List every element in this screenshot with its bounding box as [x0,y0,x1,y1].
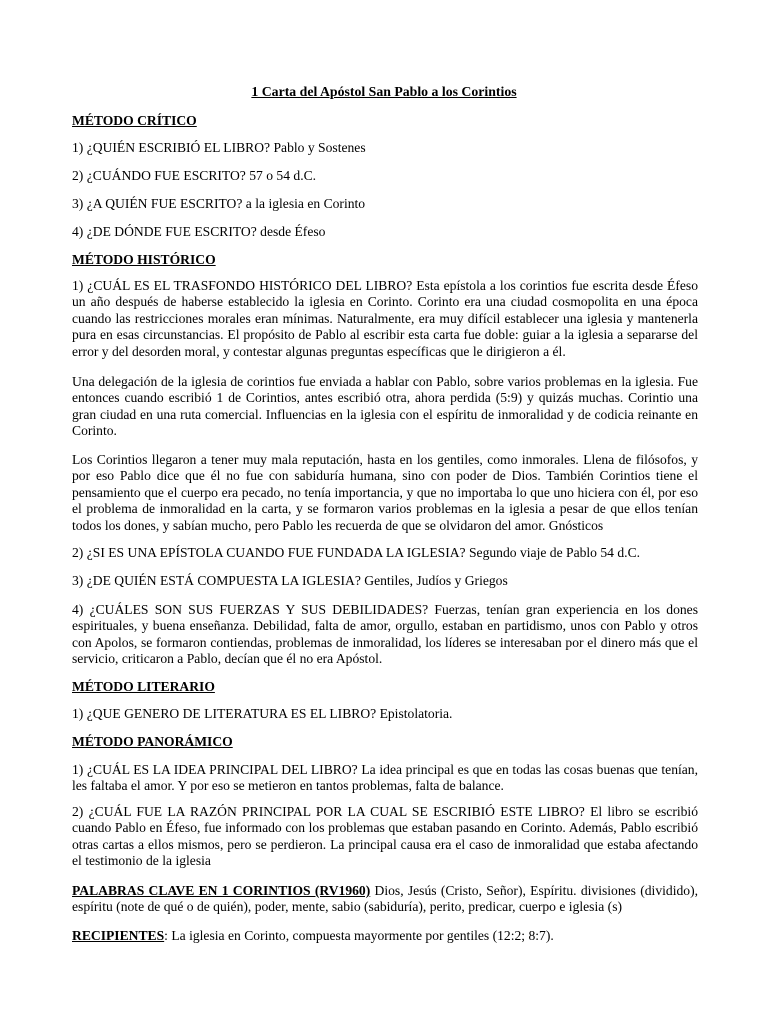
palabras-clave-text: Dios, Jesús (Cristo, Señor), Espíritu. divisiones (dividido), espíritu (note de qué o de quién), poder, mente, sabio (sabiduría), perito, predicar, cuerpo e iglesia (s) [72,883,698,915]
recipientes-paragraph [72,928,698,944]
heading-metodo-literario: MÉTODO LITERARIO [72,679,215,694]
heading-metodo-critico: MÉTODO CRÍTICO [72,113,197,128]
historico-question-4: 4) ¿CUÁLES SON SUS FUERZAS Y SUS DEBILIDADES? Fuerzas, tenían gran experiencia en los dones espirituales, y buena enseñanza. Debilidad, falta de amor, orgullo, estaban en partidismo, unos con Pablo y otros con Apolos, se formaron contiendas, problemas de inmoralidad, los líderes se interesaban por el dinero más que el servicio, criticaron a Pablo, decían que él no era Apóstol. [72,602,698,667]
critico-question-3: 3) ¿A QUIÉN FUE ESCRITO? a la iglesia en Corinto [72,196,366,211]
recipientes-label: RECIPIENTES [72,928,165,943]
heading-metodo-panoramico: MÉTODO PANORÁMICO [72,734,233,749]
palabras-clave-label: PALABRAS CLAVE EN 1 CORINTIOS (RV1960) [72,883,371,898]
panoramico-question-1: 1) ¿CUÁL ES LA IDEA PRINCIPAL DEL LIBRO? La idea principal es que en todas las cosas buenas que tenían, les faltaba el amor. Y por eso se metieron en tantos problemas, falta de balance. [72,762,698,794]
critico-question-1: 1) ¿QUIÉN ESCRIBIÓ EL LIBRO? Pablo y Sostenes [72,140,366,155]
historico-question-2: 2) ¿SI ES UNA EPÍSTOLA CUANDO FUE FUNDADA LA IGLESIA? Segundo viaje de Pablo 54 d.C. [72,545,641,560]
palabras-clave-paragraph [72,883,698,916]
critico-question-2: 2) ¿CUÁNDO FUE ESCRITO? 57 o 54 d.C. [72,168,317,183]
document-title: 1 Carta del Apóstol San Pablo a los Corintios [251,84,517,99]
panoramico-question-2: 2) ¿CUÁL FUE LA RAZÓN PRINCIPAL POR LA CUAL SE ESCRIBIÓ ESTE LIBRO? El libro se escribió cuando Pablo en Éfeso, fue informado con los problemas que estaban pasando en Corinto. Además, Pablo escribió otras cartas a ellos mismos, pero se perdieron. La principal causa era el caso de inmoralidad que estaba afectando el testimonio de la iglesia [72,804,698,869]
heading-metodo-historico: MÉTODO HISTÓRICO [72,252,216,267]
historico-paragraph-2: Una delegación de la iglesia de corintios fue enviada a hablar con Pablo, sobre varios problemas en la iglesia. Fue entonces cuando escribió 1 de Corintios, antes escribió otra, ahora perdida (5:9) y quizás muchas. Corintio una gran ciudad en una ruta comercial. Influencias en la iglesia con el espíritu de inmoralidad y de codicia reinante en Corinto. [72,374,698,439]
historico-paragraph-1: 1) ¿CUÁL ES EL TRASFONDO HISTÓRICO DEL LIBRO? Esta epístola a los corintios fue escrita desde Éfeso un año después de haberse establecido la iglesia en Corinto. Corinto era una ciudad cosmopolita en una época cuando las restricciones morales eran mínimas. Naturalmente, era muy difícil establecer una iglesia y mantenerla pura en esas circunstancias. El propósito de Pablo al escribir esta carta fue doble: guiar a la iglesia a separarse del error y del desorden moral, y contestar algunas preguntas específicas que le dirigieron a él. [72,278,698,359]
critico-question-4: 4) ¿DE DÓNDE FUE ESCRITO? desde Éfeso [72,224,326,239]
recipientes-text: : La iglesia en Corinto, compuesta mayormente por gentiles (12:2; 8:7). [164,928,554,943]
historico-paragraph-3: Los Corintios llegaron a tener muy mala reputación, hasta en los gentiles, como inmorales. Llena de filósofos, y por eso Pablo dice que él no fue con sabiduría humana, sino con poder de Dios. También Corintios tiene el pensamiento que el cuerpo era pecado, no tenía importancia, y que no importaba lo que uno hiciera con él, por eso el problema de inmoralidad en la carta, y se formaron varios problemas en la iglesia a pesar de que ellos tenían todos los dones, y sabían mucho, pero Pablo les recuerda de que se olvidaron del amor. Gnósticos [72,452,698,533]
historico-question-3: 3) ¿DE QUIÉN ESTÁ COMPUESTA LA IGLESIA? Gentiles, Judíos y Griegos [72,573,508,588]
literario-question-1: 1) ¿QUE GENERO DE LITERATURA ES EL LIBRO? Epistolatoria. [72,706,453,721]
